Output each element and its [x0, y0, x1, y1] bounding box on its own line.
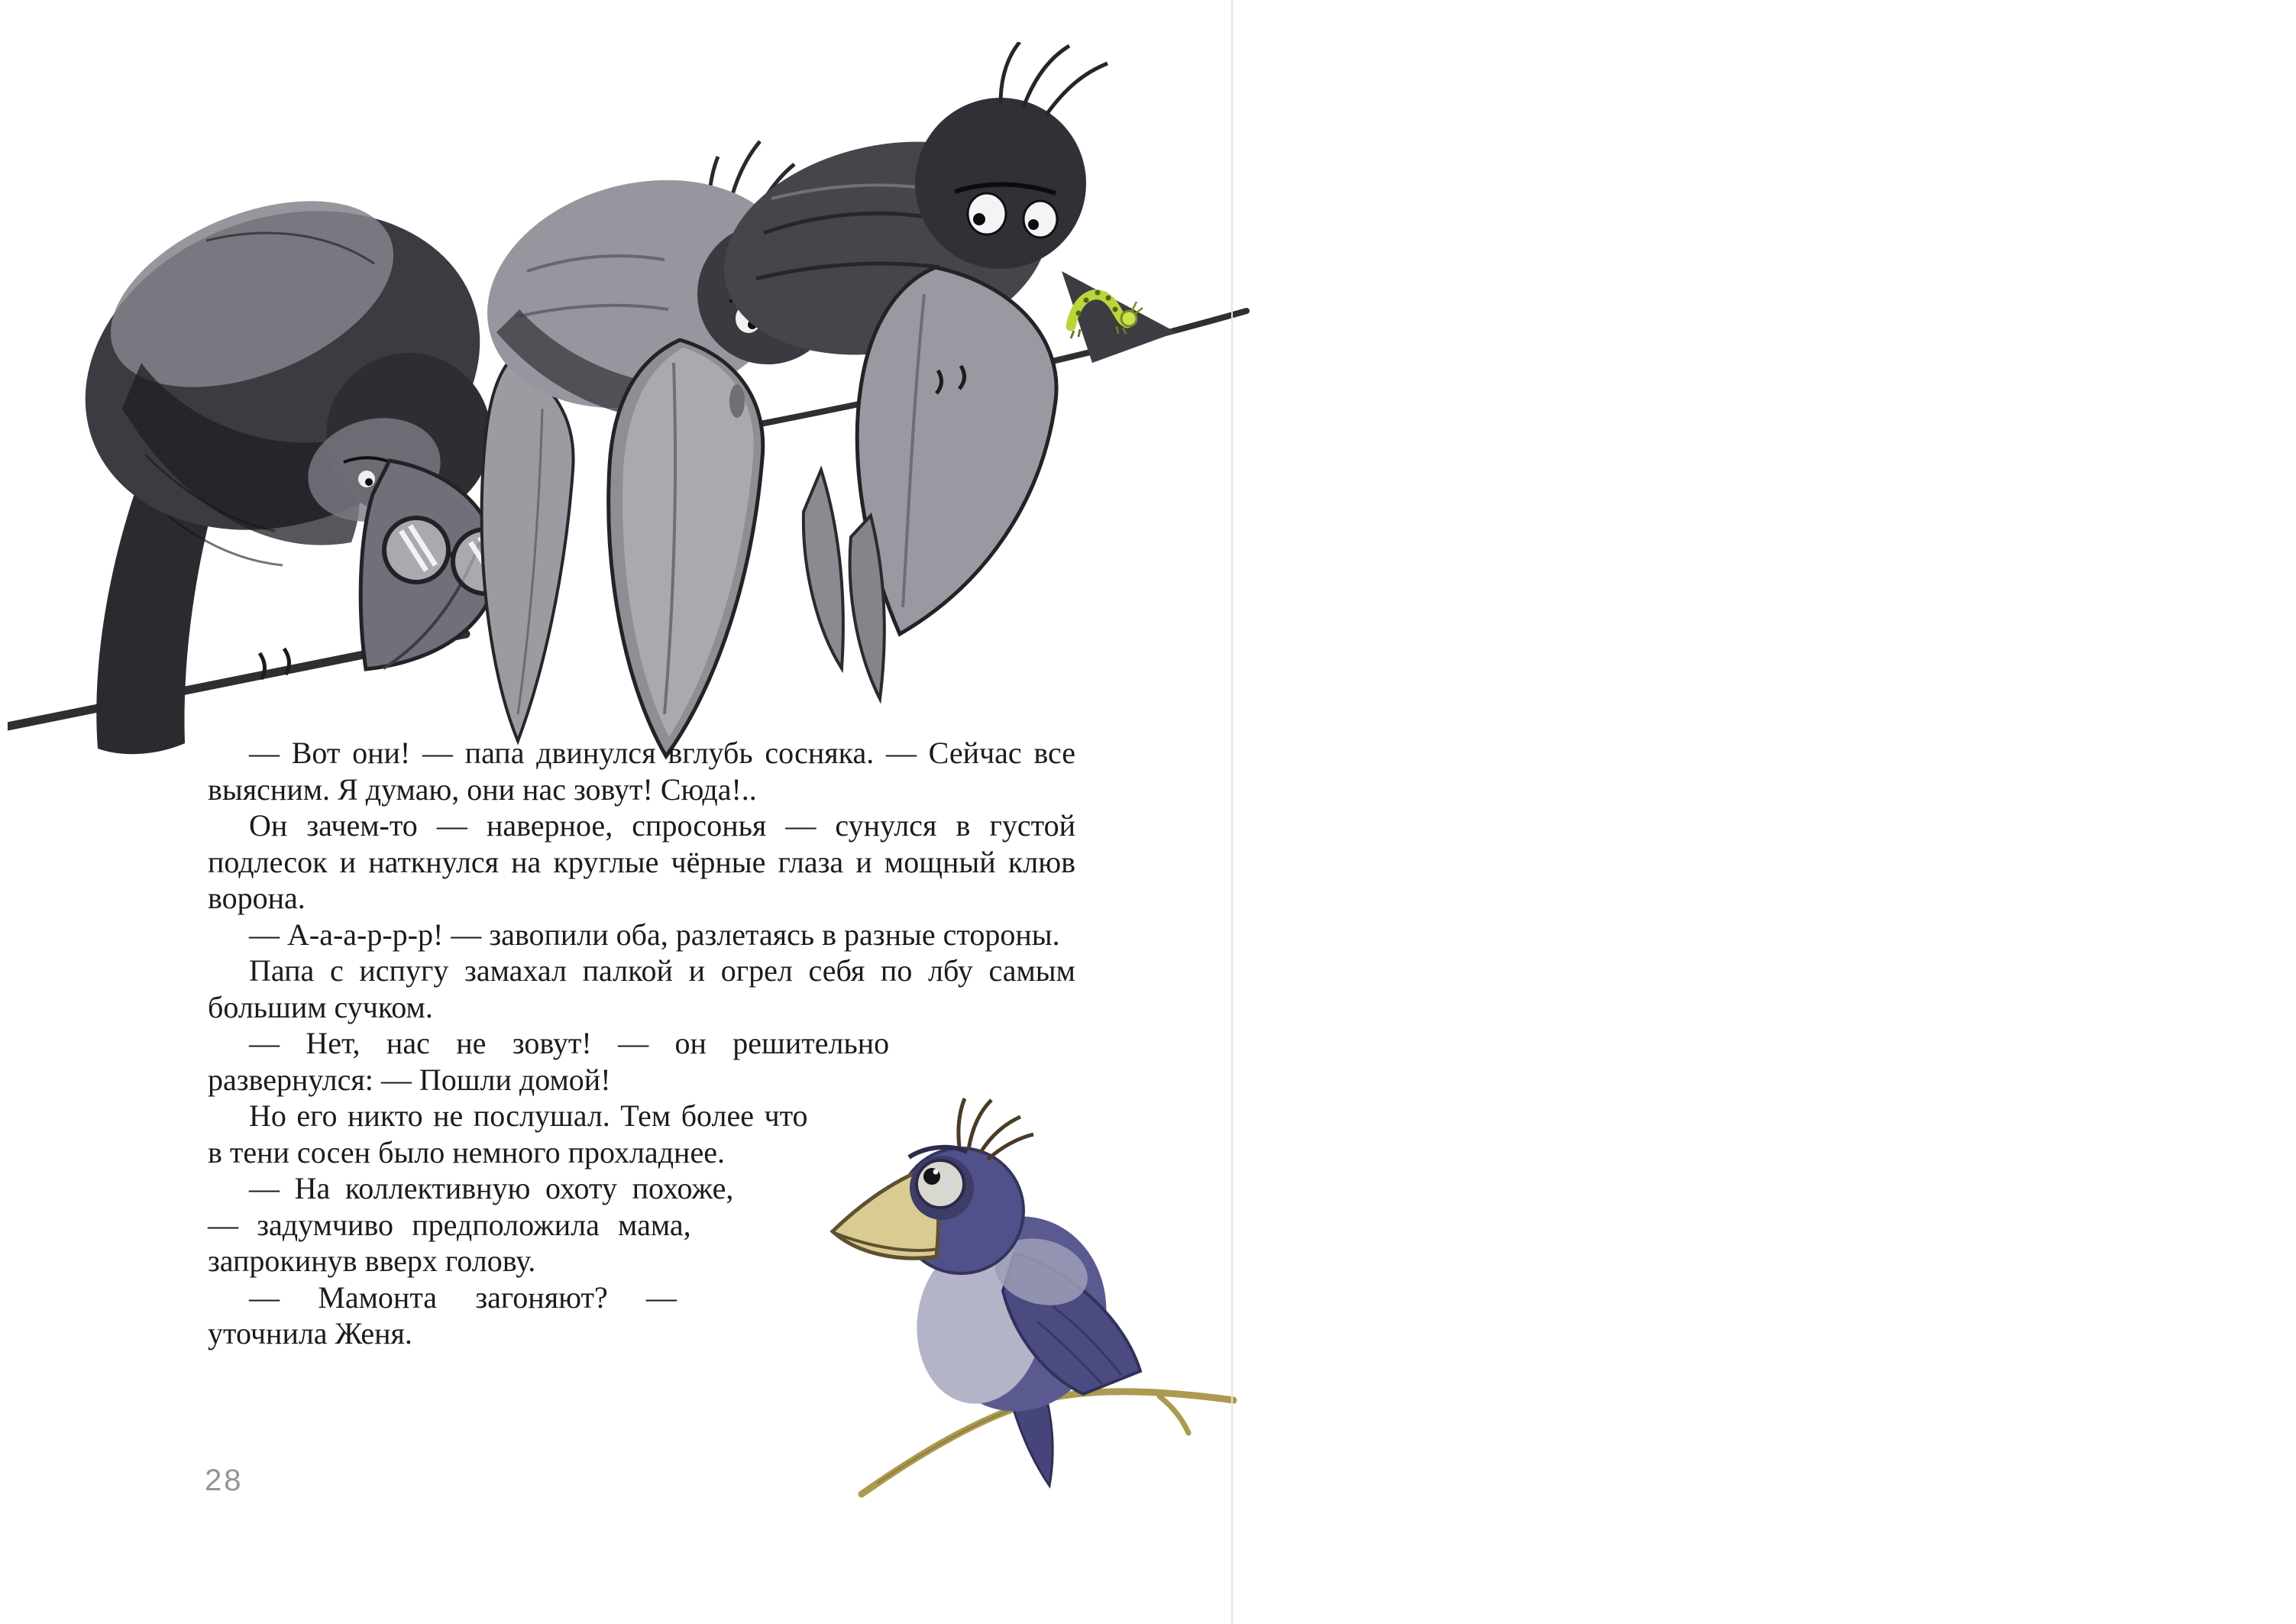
paragraph: — На коллективную охоту похоже, — задумчиво предположила мама, запрокинув вверх голову.	[208, 1171, 734, 1278]
page-number-left: 28	[205, 1464, 244, 1497]
page-gutter-line	[1231, 0, 1233, 1624]
paragraph: — А-а-а-р-р-р! — завопили оба, разлетаясь в разные стороны.	[249, 917, 1060, 952]
fledgling-illustration	[823, 1092, 1251, 1589]
paragraph: Но его никто не послушал. Тем более что в тени сосен было немного прохладнее.	[208, 1098, 808, 1169]
paragraph: — Нет, нас не зовут! — он решительно развернулся: — Пошли домой!	[208, 1026, 890, 1097]
left-paragraphs-top	[208, 735, 1075, 1025]
paragraph: — Вот они! — папа двинулся вглубь сосняка. — Сейчас все выясним. Я думаю, они нас зовут! Сюда!..	[208, 736, 1075, 807]
fledgling-on-twig-drawing	[823, 1092, 1251, 1589]
paragraph: Он зачем-то — наверное, спросонья — сунулся в густой подлесок и наткнулся на круглые чёрные глаза и мощный клюв ворона.	[208, 808, 1075, 915]
paragraph: Папа с испугу замахал палкой и огрел себя по лбу самым большим сучком.	[208, 953, 1075, 1024]
right-page	[1233, 0, 2296, 1624]
paragraph: — Мамонта загоняют? — уточнила Женя.	[208, 1279, 677, 1351]
